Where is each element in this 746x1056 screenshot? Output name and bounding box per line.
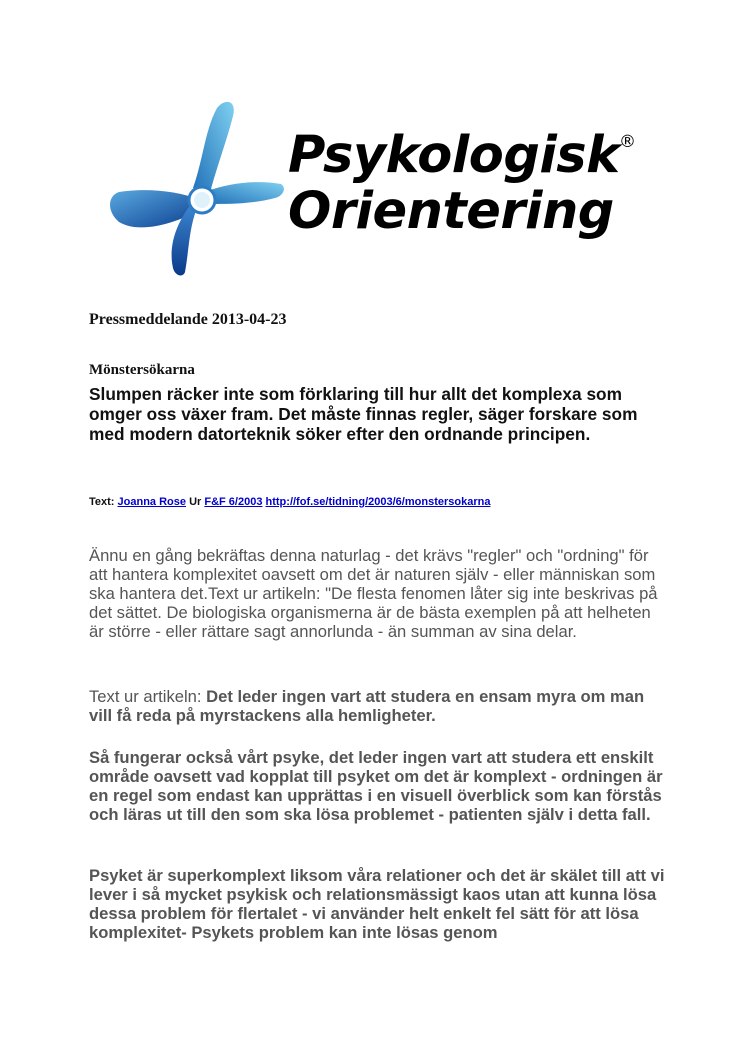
- quote-intro: Text ur artikeln:: [89, 687, 207, 706]
- press-release-heading: Pressmeddelande 2013-04-23: [89, 311, 287, 328]
- brand-wordmark: [288, 128, 620, 240]
- brand-line-2: Orientering: [288, 182, 614, 241]
- article-credits: [89, 496, 490, 508]
- registered-mark: ®: [619, 132, 636, 152]
- propeller-logo-icon: [105, 100, 285, 278]
- credits-ur-label: Ur: [189, 496, 202, 508]
- body-paragraph-3: Så fungerar också vårt psyke, det leder ingen vart att studera ett enskilt område oavsett vad kopplat till psyket om det är komplext - ordningen är en regel som endast kan upprättas i en visuell överblick som kan förstås och läras ut till den som ska lösa problemet - patienten själv i detta fall.: [89, 748, 663, 824]
- brand-line-1: Psykologisk: [288, 126, 620, 185]
- quote-text: Det leder ingen vart att studera en ensam myra om man vill få reda på myrstackens alla hemligheter.: [89, 687, 645, 725]
- source-link[interactable]: F&F 6/2003: [204, 496, 263, 508]
- body-paragraph-2: [89, 687, 669, 725]
- author-link[interactable]: Joanna Rose: [117, 496, 186, 508]
- body-paragraph-1: Ännu en gång bekräftas denna naturlag - det krävs "regler" och "ordning" för att hantera komplexitet oavsett om det är naturen själv - eller människan som ska hantera det.Text ur artikeln: "De flesta fenomen låter sig inte beskrivas på det sättet. De biologiska organismerna är de bästa exemplen på att helheten är större - eller rättare sagt annorlunda - än summan av sina delar.: [89, 546, 658, 641]
- article-title: Mönstersökarna: [89, 362, 195, 378]
- article-url-link[interactable]: http://fof.se/tidning/2003/6/monstersokarna: [265, 496, 491, 508]
- body-paragraph-4: Psyket är superkomplext liksom våra relationer och det är skälet till att vi lever i så mycket psykisk och relationsmässigt kaos utan att kunna lösa dessa problem för flertalet - vi använder helt enkelt fel sätt för att lösa komplexitet- Psykets problem kan inte lösas genom: [89, 866, 665, 942]
- article-lead: Slumpen räcker inte som förklaring till hur allt det komplexa som omger oss växer fram. Det måste finnas regler, säger forskare som med modern datorteknik söker efter den ordnande principen.: [89, 384, 638, 444]
- credits-text-label: Text:: [89, 496, 115, 508]
